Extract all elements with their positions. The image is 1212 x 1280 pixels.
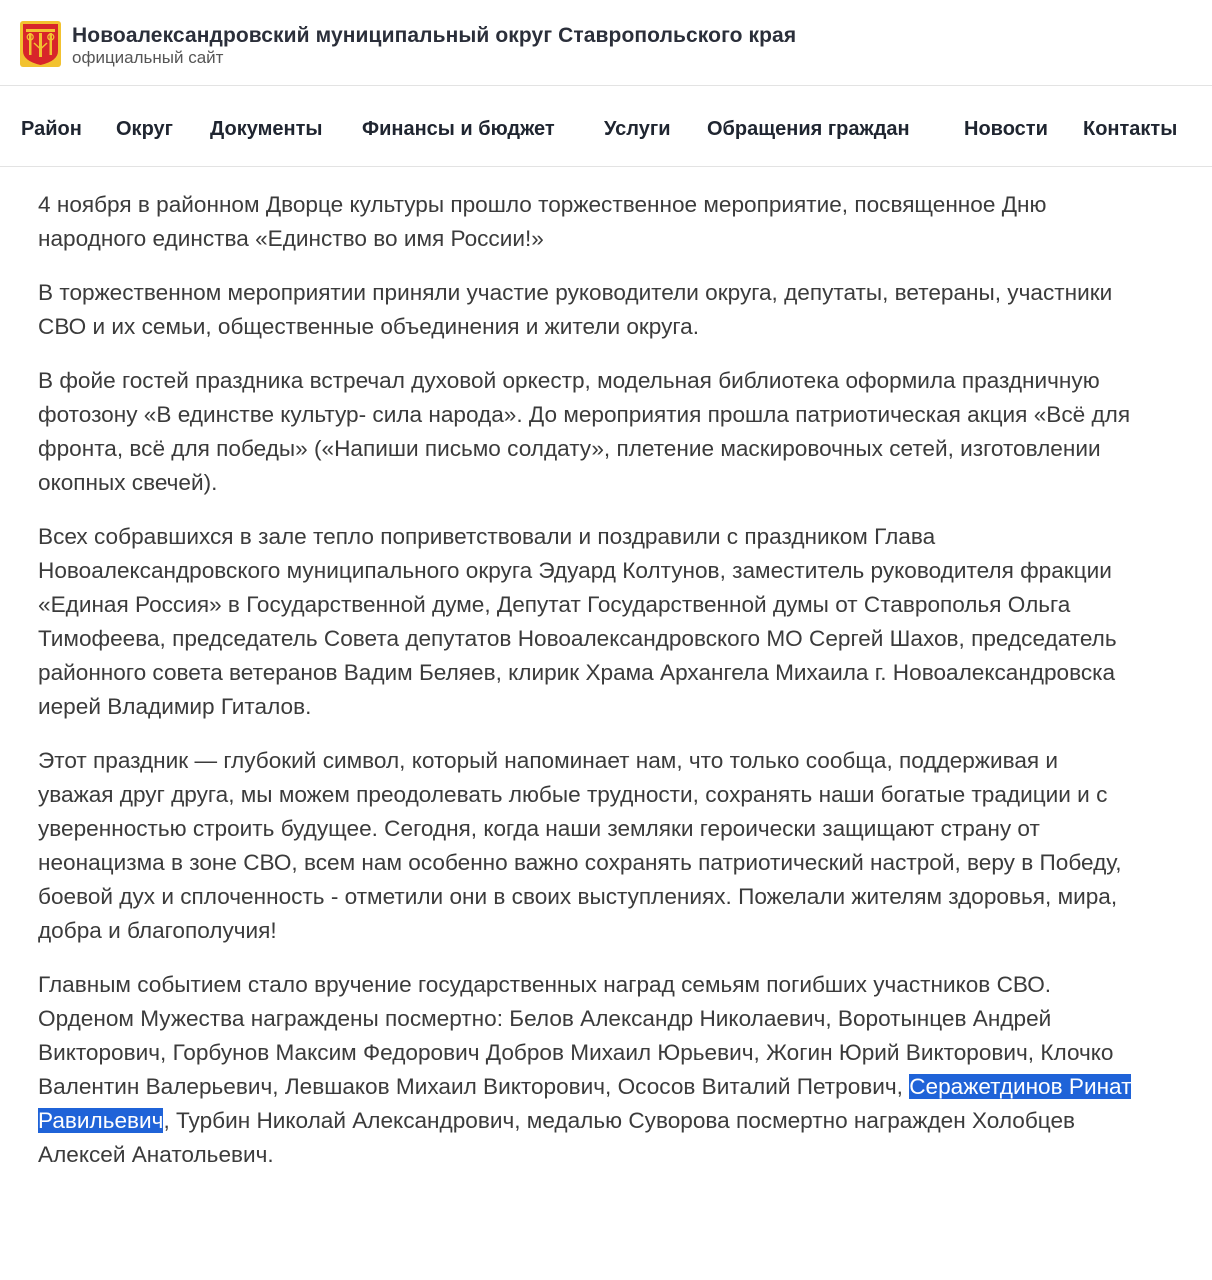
site-title[interactable]: Новоалександровский муниципальный округ Ставропольского края <box>72 24 797 47</box>
article-paragraph-1: 4 ноября в районном Дворце культуры прошло торжественное мероприятие, посвященное Дню народного единства «Единство во имя России!» <box>38 192 1047 251</box>
site-subtitle: официальный сайт <box>72 48 224 67</box>
nav-item-citizen-appeals[interactable]: Обращения граждан <box>707 118 910 140</box>
coat-of-arms-icon[interactable] <box>20 21 61 67</box>
nav-item-finance-budget[interactable]: Финансы и бюджет <box>362 118 555 140</box>
paragraph-text-after-selection: , Турбин Николай Александрович, медалью Суворова посмертно награжден Холобцев Алексей Анатольевич. <box>38 1108 1076 1167</box>
article-paragraph-4: Всех собравшихся в зале тепло поприветствовали и поздравили с праздником Глава Новоалександровского муниципального округа Эдуард Колтунов, заместитель руководителя фракции «Единая Россия» в Государственной думе, Депутат Государственной думы от Ставрополья Ольга Тимофеева, председатель Совета депутатов Новоалександровского МО Сергей Шахов, председатель районного совета ветеранов Вадим Беляев, клирик Храма Архангела Михаила г. Новоалександровска иерей Владимир Гиталов. <box>38 524 1117 719</box>
article-paragraph-5: Этот праздник — глубокий символ, который напоминает нам, что только сообща, поддерживая и уважая друг друга, мы можем преодолевать любые трудности, сохранять наши богатые традиции и с уверенностью строить будущее. Сегодня, когда наши земляки героически защищают страну от неонацизма в зоне СВО, всем нам особенно важно сохранять патриотический настрой, веру в Победу, боевой дух и сплоченность - отметили они в своих выступлениях. Пожелали жителям здоровья, мира, добра и благополучия! <box>38 748 1122 943</box>
nav-item-news[interactable]: Новости <box>964 118 1048 140</box>
nav-item-okrug[interactable]: Округ <box>116 118 173 140</box>
article-body <box>38 188 1138 1192</box>
nav-item-raion[interactable]: Район <box>21 118 82 140</box>
main-nav <box>0 86 1212 167</box>
article-paragraph-6 <box>38 968 1138 1172</box>
nav-item-services[interactable]: Услуги <box>604 118 671 140</box>
site-header <box>0 0 1212 86</box>
nav-item-documents[interactable]: Документы <box>210 118 323 140</box>
article-paragraph-2: В торжественном мероприятии приняли участие руководители округа, депутаты, ветераны, участники СВО и их семьи, общественные объединения и жители округа. <box>38 280 1113 339</box>
paragraph-text-before-selection: Главным событием стало вручение государственных наград семьям погибших участников СВО. Орденом Мужества награждены посмертно: Белов Александр Николаевич, Воротынцев Андрей Викторович, Горбунов Максим Федорович Добров Михаил Юрьевич, Жогин Юрий Викторович, Клочко Валентин Валерьевич, Левшаков Михаил Викторович, Ососов Виталий Петрович, <box>38 972 1114 1099</box>
selected-text[interactable]: Серажетдинов Ринат Равильевич <box>38 1074 1132 1133</box>
nav-item-contacts[interactable]: Контакты <box>1083 118 1178 140</box>
article-paragraph-3: В фойе гостей праздника встречал духовой оркестр, модельная библиотека оформила праздничную фотозону «В единстве культур- сила народа». До мероприятия прошла патриотическая акция «Всё для фронта, всё для победы» («Напиши письмо солдату», плетение маскировочных сетей, изготовлении окопных свечей). <box>38 368 1131 495</box>
